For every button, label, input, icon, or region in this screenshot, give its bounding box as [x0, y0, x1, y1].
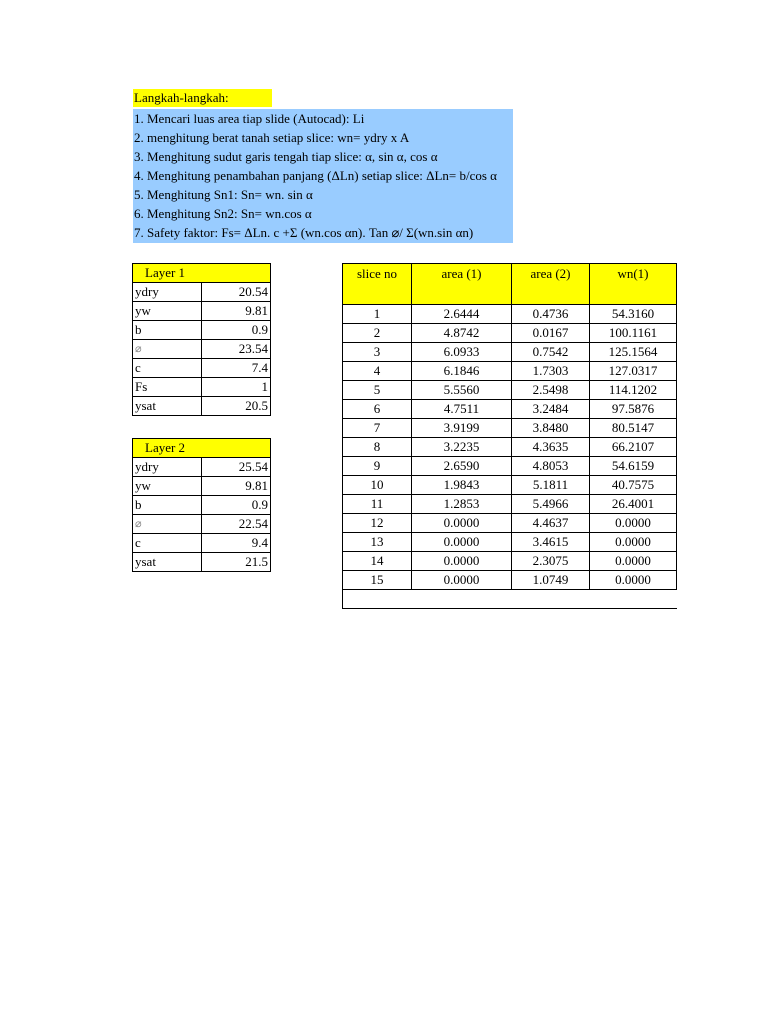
table-row: [343, 362, 677, 381]
area1-cell: 6.0933: [412, 343, 512, 362]
step-item: 3. Menghitung sudut garis tengah tiap slice: α, sin α, cos α: [134, 149, 438, 164]
table-row: [343, 381, 677, 400]
param-label: yw: [133, 302, 202, 321]
wn1-cell: 54.6159: [590, 457, 677, 476]
param-value: 21.5: [202, 553, 271, 572]
slice-no-header: slice no: [343, 264, 412, 305]
table-row: [343, 495, 677, 514]
param-label: b: [133, 321, 202, 340]
table-row: [343, 305, 677, 324]
param-label: ysat: [133, 397, 202, 416]
table-row: [343, 514, 677, 533]
area1-cell: 3.9199: [412, 419, 512, 438]
table-row: [133, 496, 271, 515]
param-value: 0.9: [202, 321, 271, 340]
slice-no-cell: 12: [343, 514, 412, 533]
param-label: c: [133, 359, 202, 378]
param-value: 9.81: [202, 477, 271, 496]
area2-cell: 3.4615: [512, 533, 590, 552]
area2-cell: 0.0167: [512, 324, 590, 343]
table-row: [133, 302, 271, 321]
table-row: [133, 477, 271, 496]
param-label: ⌀: [133, 340, 202, 359]
slice-header-row: [343, 264, 677, 305]
table-row: [133, 378, 271, 397]
slice-no-cell: 3: [343, 343, 412, 362]
wn1-cell: 127.0317: [590, 362, 677, 381]
step-item: 1. Mencari luas area tiap slide (Autocad): Li: [134, 111, 365, 126]
table-row: [133, 458, 271, 477]
slice-no-cell: 15: [343, 571, 412, 590]
area1-cell: 2.6590: [412, 457, 512, 476]
area1-cell: 0.0000: [412, 552, 512, 571]
table-row: [133, 283, 271, 302]
layer1-table: [132, 263, 271, 416]
slice-no-cell: 5: [343, 381, 412, 400]
layer1-title: Layer 1: [133, 264, 271, 283]
wn1-cell: 80.5147: [590, 419, 677, 438]
param-label: c: [133, 534, 202, 553]
wn1-cell: 100.1161: [590, 324, 677, 343]
step-item: 7. Safety faktor: Fs= ΔLn. c +Σ (wn.cos αn). Tan ⌀/ Σ(wn.sin αn): [134, 225, 474, 240]
wn1-cell: 66.2107: [590, 438, 677, 457]
area1-cell: 1.9843: [412, 476, 512, 495]
table-row: [343, 438, 677, 457]
param-label: ⌀: [133, 515, 202, 534]
blank-cell: [343, 590, 412, 609]
slice-no-cell: 1: [343, 305, 412, 324]
param-value: 20.54: [202, 283, 271, 302]
area1-cell: 6.1846: [412, 362, 512, 381]
wn1-cell: 0.0000: [590, 552, 677, 571]
param-label: Fs: [133, 378, 202, 397]
area1-cell: 0.0000: [412, 533, 512, 552]
param-label: ydry: [133, 458, 202, 477]
area2-cell: 4.8053: [512, 457, 590, 476]
blank-row: [343, 590, 677, 609]
blank-cell: [412, 590, 512, 609]
param-value: 20.5: [202, 397, 271, 416]
table-row: [343, 571, 677, 590]
area2-cell: 3.8480: [512, 419, 590, 438]
slice-no-cell: 13: [343, 533, 412, 552]
wn1-cell: 97.5876: [590, 400, 677, 419]
steps-list: [133, 109, 513, 243]
area2-cell: 1.7303: [512, 362, 590, 381]
table-row: [133, 340, 271, 359]
table-row: [133, 553, 271, 572]
step-item: 5. Menghitung Sn1: Sn= wn. sin α: [134, 187, 313, 202]
blank-cell: [512, 590, 590, 609]
param-label: b: [133, 496, 202, 515]
slice-no-cell: 7: [343, 419, 412, 438]
wn1-header: wn(1): [590, 264, 677, 305]
param-value: 0.9: [202, 496, 271, 515]
table-row: [343, 552, 677, 571]
table-row: [343, 533, 677, 552]
wn1-cell: 40.7575: [590, 476, 677, 495]
param-label: ydry: [133, 283, 202, 302]
param-value: 7.4: [202, 359, 271, 378]
steps-title: Langkah-langkah:: [133, 89, 272, 107]
slice-table: [342, 263, 677, 609]
area1-cell: 5.5560: [412, 381, 512, 400]
layer2-title: Layer 2: [133, 439, 271, 458]
slice-no-cell: 14: [343, 552, 412, 571]
wn1-cell: 0.0000: [590, 571, 677, 590]
area2-cell: 0.7542: [512, 343, 590, 362]
slice-no-cell: 11: [343, 495, 412, 514]
slice-no-cell: 10: [343, 476, 412, 495]
area2-cell: 0.4736: [512, 305, 590, 324]
table-row: [133, 359, 271, 378]
wn1-cell: 114.1202: [590, 381, 677, 400]
table-row: [343, 343, 677, 362]
slice-no-cell: 9: [343, 457, 412, 476]
table-row: [133, 397, 271, 416]
table-row: [343, 457, 677, 476]
area1-cell: 4.8742: [412, 324, 512, 343]
area1-cell: 0.0000: [412, 514, 512, 533]
area2-cell: 2.3075: [512, 552, 590, 571]
blank-cell: [590, 590, 677, 609]
area1-cell: 2.6444: [412, 305, 512, 324]
table-row: [343, 419, 677, 438]
area1-cell: 4.7511: [412, 400, 512, 419]
layer2-table: [132, 438, 271, 572]
area2-cell: 2.5498: [512, 381, 590, 400]
area2-cell: 4.3635: [512, 438, 590, 457]
slice-no-cell: 4: [343, 362, 412, 381]
area2-cell: 3.2484: [512, 400, 590, 419]
param-value: 9.4: [202, 534, 271, 553]
table-row: [133, 534, 271, 553]
param-value: 9.81: [202, 302, 271, 321]
wn1-cell: 0.0000: [590, 514, 677, 533]
table-row: [343, 400, 677, 419]
slice-no-cell: 6: [343, 400, 412, 419]
step-item: 4. Menghitung penambahan panjang (ΔLn) setiap slice: ΔLn= b/cos α: [134, 168, 497, 183]
wn1-cell: 26.4001: [590, 495, 677, 514]
area1-header: area (1): [412, 264, 512, 305]
area2-cell: 5.4966: [512, 495, 590, 514]
area2-cell: 1.0749: [512, 571, 590, 590]
step-item: 2. menghitung berat tanah setiap slice: wn= ydry x A: [134, 130, 410, 145]
wn1-cell: 125.1564: [590, 343, 677, 362]
area2-header: area (2): [512, 264, 590, 305]
param-label: ysat: [133, 553, 202, 572]
wn1-cell: 54.3160: [590, 305, 677, 324]
slice-no-cell: 8: [343, 438, 412, 457]
param-value: 1: [202, 378, 271, 397]
table-row: [133, 321, 271, 340]
param-value: 22.54: [202, 515, 271, 534]
param-label: yw: [133, 477, 202, 496]
step-item: 6. Menghitung Sn2: Sn= wn.cos α: [134, 206, 312, 221]
area1-cell: 3.2235: [412, 438, 512, 457]
area2-cell: 4.4637: [512, 514, 590, 533]
area1-cell: 1.2853: [412, 495, 512, 514]
area1-cell: 0.0000: [412, 571, 512, 590]
area2-cell: 5.1811: [512, 476, 590, 495]
slice-no-cell: 2: [343, 324, 412, 343]
param-value: 25.54: [202, 458, 271, 477]
param-value: 23.54: [202, 340, 271, 359]
wn1-cell: 0.0000: [590, 533, 677, 552]
table-row: [343, 324, 677, 343]
table-row: [133, 515, 271, 534]
table-row: [343, 476, 677, 495]
